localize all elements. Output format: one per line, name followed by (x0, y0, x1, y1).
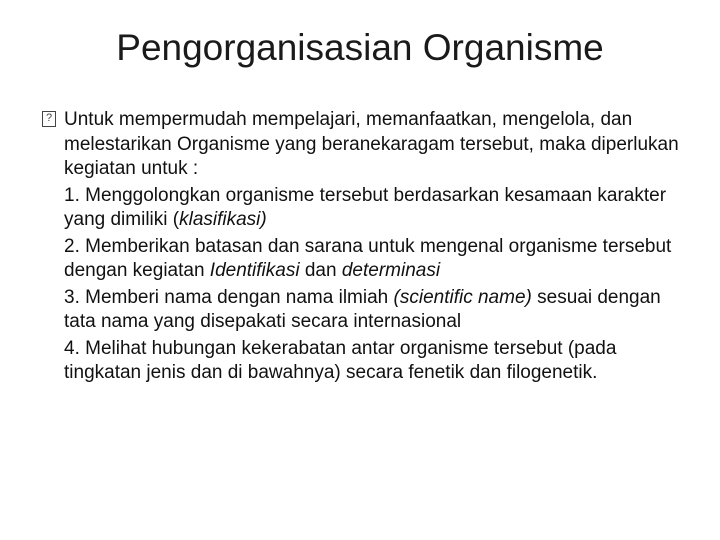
slide-title: Pengorganisasian Organisme (116, 27, 604, 68)
list-item-2-connector: dan (299, 260, 342, 281)
intro-text: Untuk mempermudah mempelajari, memanfaatkan, mengelola, dan melestarikan Organisme yang beranekaragam tersebut, maka diperlukan kegiatan untuk : (64, 109, 679, 179)
list-item-2-emphasis: Identifikasi (209, 260, 300, 281)
intro-paragraph (42, 108, 692, 182)
list-item-3 (42, 286, 692, 335)
list-item-4 (42, 337, 692, 386)
list-item-3-continuation: sesuai dengan tata nama yang disepakati secara internasional (64, 286, 661, 332)
list-item-2 (42, 235, 692, 284)
list-item-1-emphasis: klasifikasi) (179, 209, 267, 230)
list-item-4-text: 4. Melihat hubungan kekerabatan antar organisme tersebut (pada tingkatan jenis dan di bawahnya) secara fenetik dan filogenetik. (64, 337, 617, 383)
list-item-3-emphasis: (scientific name) (393, 286, 532, 308)
list-item-2-emphasis-2: determinasi (341, 260, 441, 281)
list-item-1-text: 1. Menggolongkan organisme tersebut berdasarkan kesamaan karakter yang dimiliki ( (64, 184, 667, 230)
list-item-1 (42, 184, 692, 233)
list-item-2-text: 2. Memberikan batasan dan sarana untuk mengenal organisme tersebut dengan kegiatan (64, 235, 672, 281)
missing-glyph-bullet-icon: ? (42, 111, 56, 127)
list-item-3-text: 3. Memberi nama dengan nama ilmiah (64, 286, 394, 308)
slide-body (42, 108, 692, 386)
